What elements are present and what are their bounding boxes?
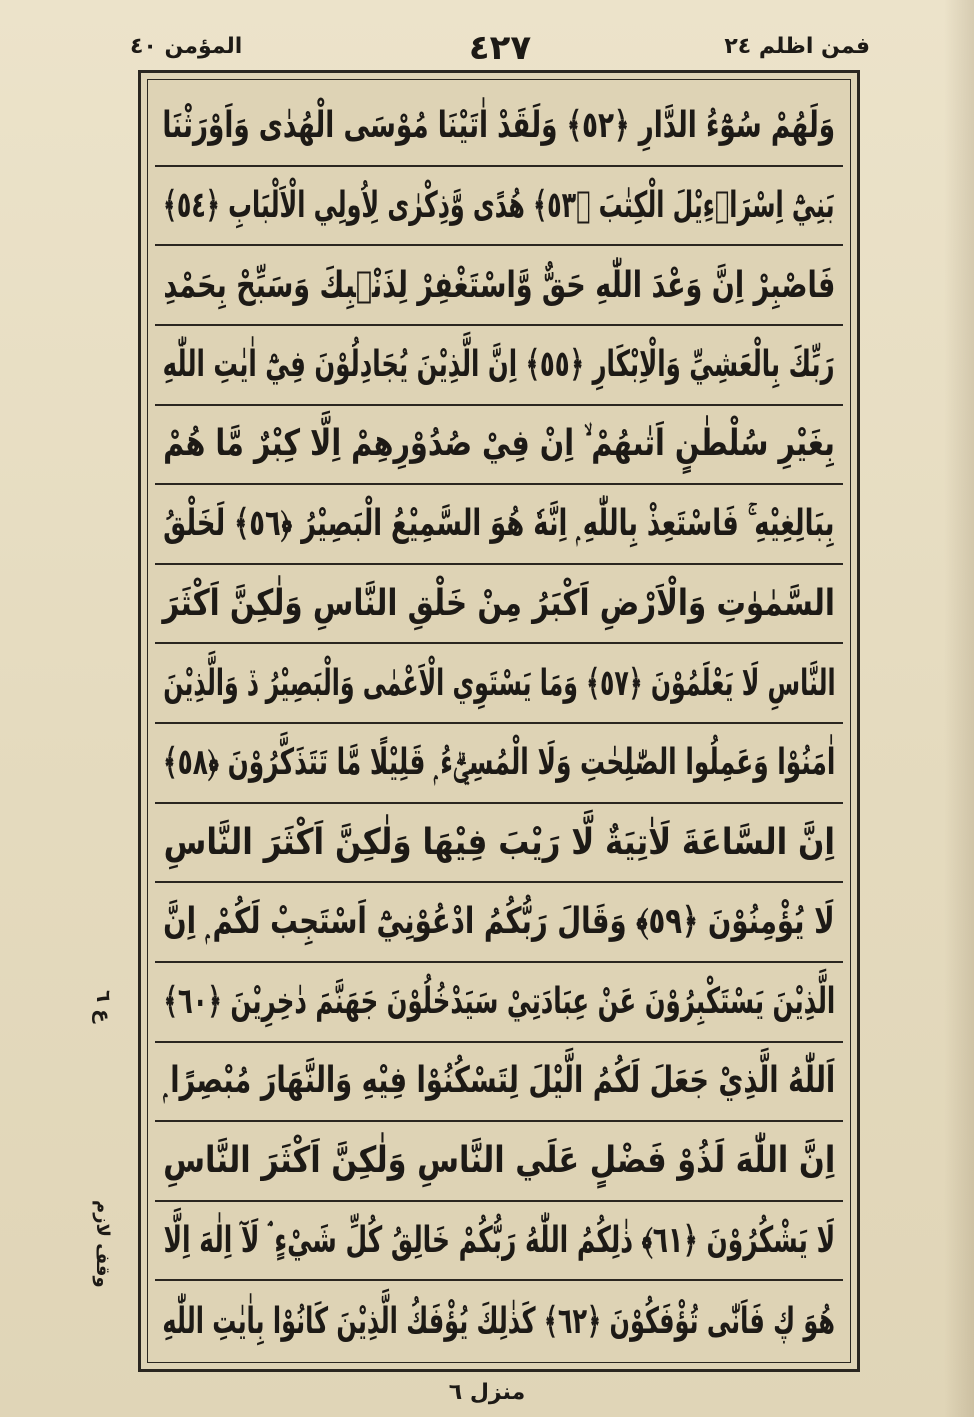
surah-name: المؤمن ٤٠ bbox=[130, 34, 243, 59]
text-line bbox=[155, 1281, 843, 1361]
page-edge-shadow bbox=[944, 0, 974, 1417]
text-lines bbox=[155, 87, 843, 1355]
ayah-text: لَا يُؤْمِنُوْنَ ﴿٥٩﴾ وَقَالَ رَبُّكُمُ ادْعُوْنِيْٓ اَسْتَجِبْ لَكُمْ ۭ اِنَّ bbox=[163, 901, 835, 943]
text-line bbox=[155, 963, 843, 1043]
waqf-marker: وقف لازم bbox=[92, 1200, 113, 1288]
ayah-text: لَا يَشْكُرُوْنَ ﴿٦١﴾ ذٰلِكُمُ اللّٰهُ رَبُّكُمْ خَالِقُ كُلِّ شَيْءٍ ۘ لَآ اِلٰهَ اِلَّا bbox=[163, 1219, 835, 1261]
text-line bbox=[155, 724, 843, 804]
ayah-text: الَّذِيْنَ يَسْتَكْبِرُوْنَ عَنْ عِبَادَتِيْ سَيَدْخُلُوْنَ جَهَنَّمَ دٰخِرِيْنَ ﴿٦٠﴾ bbox=[163, 981, 835, 1023]
text-line bbox=[155, 246, 843, 326]
text-line bbox=[155, 167, 843, 247]
ayah-text: بَنِيْٓ اِسْرَاۗءِيْلَ الْكِتٰبَ ﴿٥٣﴾ هُدًى وَّذِكْرٰى لِاُولِي الْاَلْبَابِ ﴿٥٤﴾ bbox=[163, 184, 835, 226]
ruku-marker: ع ٦ bbox=[92, 990, 116, 1023]
ayah-text: اَللّٰهُ الَّذِيْ جَعَلَ لَكُمُ الَّيْلَ لِتَسْكُنُوْا فِيْهِ وَالنَّهَارَ مُبْصِرًا ۭ bbox=[163, 1060, 835, 1102]
ayah-text: هُوَ ڮ فَاَنّٰى تُؤْفَكُوْنَ ﴿٦٢﴾ كَذٰلِكَ يُؤْفَكُ الَّذِيْنَ كَانُوْا بِاٰيٰتِ اللّٰهِ bbox=[162, 1300, 836, 1342]
text-line bbox=[155, 87, 843, 167]
manzil-footer: منزل ٦ bbox=[448, 1380, 526, 1405]
text-line bbox=[155, 326, 843, 406]
ayah-text: اٰمَنُوْا وَعَمِلُوا الصّٰلِحٰتِ وَلَا الْمُسِيْۗءُ ۭ قَلِيْلًا مَّا تَتَذَكَّرُوْنَ ﴿٥٨﴾ bbox=[162, 741, 836, 783]
text-line bbox=[155, 1122, 843, 1202]
page-header bbox=[130, 28, 870, 68]
ayah-text: النَّاسِ لَا يَعْلَمُوْنَ ﴿٥٧﴾ وَمَا يَسْتَوِي الْاَعْمٰى وَالْبَصِيْرُ ڏ وَالَّذِيْنَ bbox=[162, 662, 836, 704]
ayah-text: بِغَيْرِ سُلْطٰنٍ اَتٰىهُمْ ۙ اِنْ فِيْ صُدُوْرِهِمْ اِلَّا كِبْرٌ مَّا هُمْ bbox=[163, 423, 835, 465]
text-line bbox=[155, 485, 843, 565]
text-line bbox=[155, 565, 843, 645]
text-line bbox=[155, 1202, 843, 1282]
text-line bbox=[155, 644, 843, 724]
ayah-text: اِنَّ اللّٰهَ لَذُوْ فَضْلٍ عَلَي النَّاسِ وَلٰكِنَّ اَكْثَرَ النَّاسِ bbox=[162, 1140, 836, 1182]
ayah-text: اِنَّ السَّاعَةَ لَاٰتِيَةٌ لَّا رَيْبَ فِيْهَا وَلٰكِنَّ اَكْثَرَ النَّاسِ bbox=[163, 821, 835, 863]
ayah-text: رَبِّكَ بِالْعَشِيِّ وَالْاِبْكَارِ ﴿٥٥﴾ اِنَّ الَّذِيْنَ يُجَادِلُوْنَ فِيْٓ اٰيٰتِ اللّٰهِ bbox=[163, 344, 835, 386]
ayah-text: بِبَالِغِيْهِ ۚ فَاسْتَعِذْ بِاللّٰهِ ۭ اِنَّهٗ هُوَ السَّمِيْعُ الْبَصِيْرُ ﴿٥٦﴾ لَخَلْقُ bbox=[163, 502, 835, 544]
ayah-text: فَاصْبِرْ اِنَّ وَعْدَ اللّٰهِ حَقٌّ وَّاسْتَغْفِرْ لِذَنْۢبِكَ وَسَبِّحْ بِحَمْدِ bbox=[163, 264, 835, 306]
text-line bbox=[155, 406, 843, 486]
juz-name: فمن اظلم ٢٤ bbox=[724, 34, 870, 59]
text-line bbox=[155, 1043, 843, 1123]
ayah-text: وَلَهُمْ سُوْٓءُ الدَّارِ ﴿٥٢﴾ وَلَقَدْ اٰتَيْنَا مُوْسَى الْهُدٰى وَاَوْرَثْنَا bbox=[162, 105, 836, 147]
text-line bbox=[155, 804, 843, 884]
text-line bbox=[155, 883, 843, 963]
text-frame bbox=[138, 70, 860, 1372]
page-number: ٤٢٧ bbox=[468, 28, 532, 68]
ayah-text: السَّمٰوٰتِ وَالْاَرْضِ اَكْبَرُ مِنْ خَلْقِ النَّاسِ وَلٰكِنَّ اَكْثَرَ bbox=[162, 583, 836, 625]
